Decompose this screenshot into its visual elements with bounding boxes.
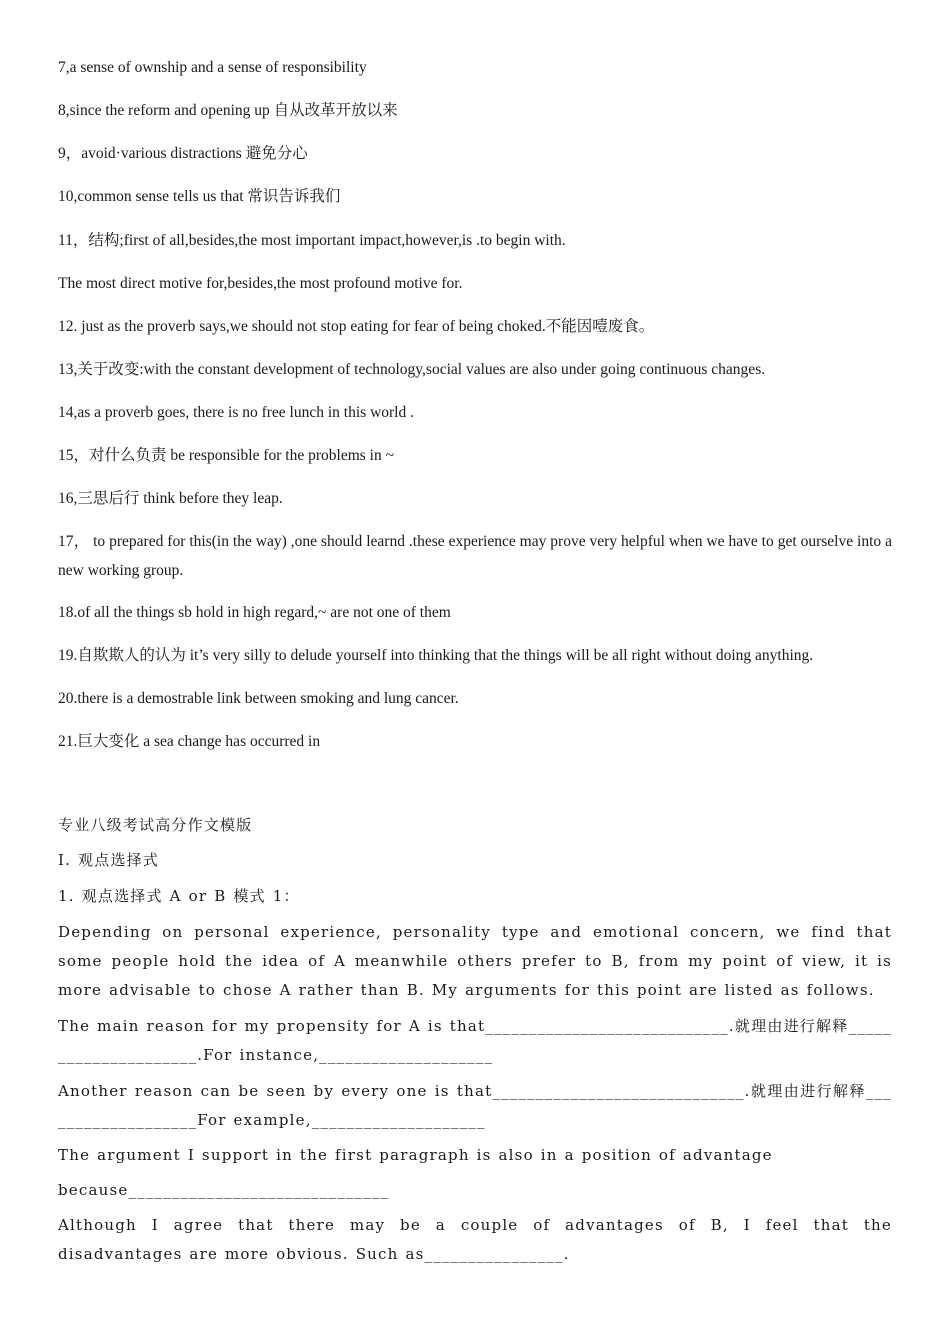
template-paragraph-1: Depending on personal experience, personality type and emotional concern, we find that some people hold the idea of A meanwhile others prefer to B, from my point of view, it is more advisable to chose A rather than B. My arguments for this point are listed as follows. — [58, 923, 892, 999]
item-7: 7,a sense of ownship and a sense of responsibility — [58, 59, 367, 76]
item-9: 9，avoid·various distractions 避免分心 — [58, 145, 308, 162]
item-12: 12. just as the proverb says,we should not stop eating for fear of being choked.不能因噎废食。 — [58, 318, 655, 335]
item-11-continued: The most direct motive for,besides,the most profound motive for. — [58, 275, 463, 292]
item-18: 18.of all the things sb hold in high regard,~ are not one of them — [58, 604, 451, 621]
template-paragraph-3: Another reason can be seen by every one is that_____________________________.就理由进行解释___________________For example,____________________ — [58, 1082, 892, 1129]
item-11: 11，结构;first of all,besides,the most important impact,however,is .to begin with. — [58, 232, 566, 249]
item-8: 8,since the reform and opening up 自从改革开放以来 — [58, 102, 398, 119]
template-paragraph-6: Although I agree that there may be a couple of advantages of B, I feel that the disadvantages are more obvious. Such as________________. — [58, 1216, 892, 1263]
template-paragraph-2: The main reason for my propensity for A is that____________________________.就理由进行解释_____________________.For instance,____________________ — [58, 1017, 892, 1064]
subsection-heading: 1. 观点选择式 A or B 模式 1： — [58, 887, 300, 905]
item-13: 13,关于改变:with the constant development of technology,social values are also under going continuous changes. — [58, 361, 766, 378]
item-15: 15，对什么负责 be responsible for the problems in ~ — [58, 447, 394, 464]
item-10: 10,common sense tells us that 常识告诉我们 — [58, 188, 341, 205]
section-heading: I. 观点选择式 — [58, 851, 160, 869]
template-paragraph-4: The argument I support in the first paragraph is also in a position of advantage — [58, 1146, 773, 1164]
item-20: 20.there is a demostrable link between smoking and lung cancer. — [58, 690, 459, 707]
template-title: 专业八级考试高分作文模版 — [58, 816, 253, 834]
item-14: 14,as a proverb goes, there is no free lunch in this world . — [58, 404, 414, 421]
template-paragraph-5: because______________________________ — [58, 1181, 390, 1199]
item-16: 16,三思后行 think before they leap. — [58, 490, 283, 507]
item-17: 17， to prepared for this(in the way) ,one should learnd .these experience may prove very helpful when we have to get ourselve into a new working group. — [58, 533, 892, 579]
item-19: 19.自欺欺人的认为 it’s very silly to delude yourself into thinking that the things will be all right without doing anything. — [58, 647, 814, 664]
item-21: 21.巨大变化 a sea change has occurred in — [58, 733, 321, 750]
